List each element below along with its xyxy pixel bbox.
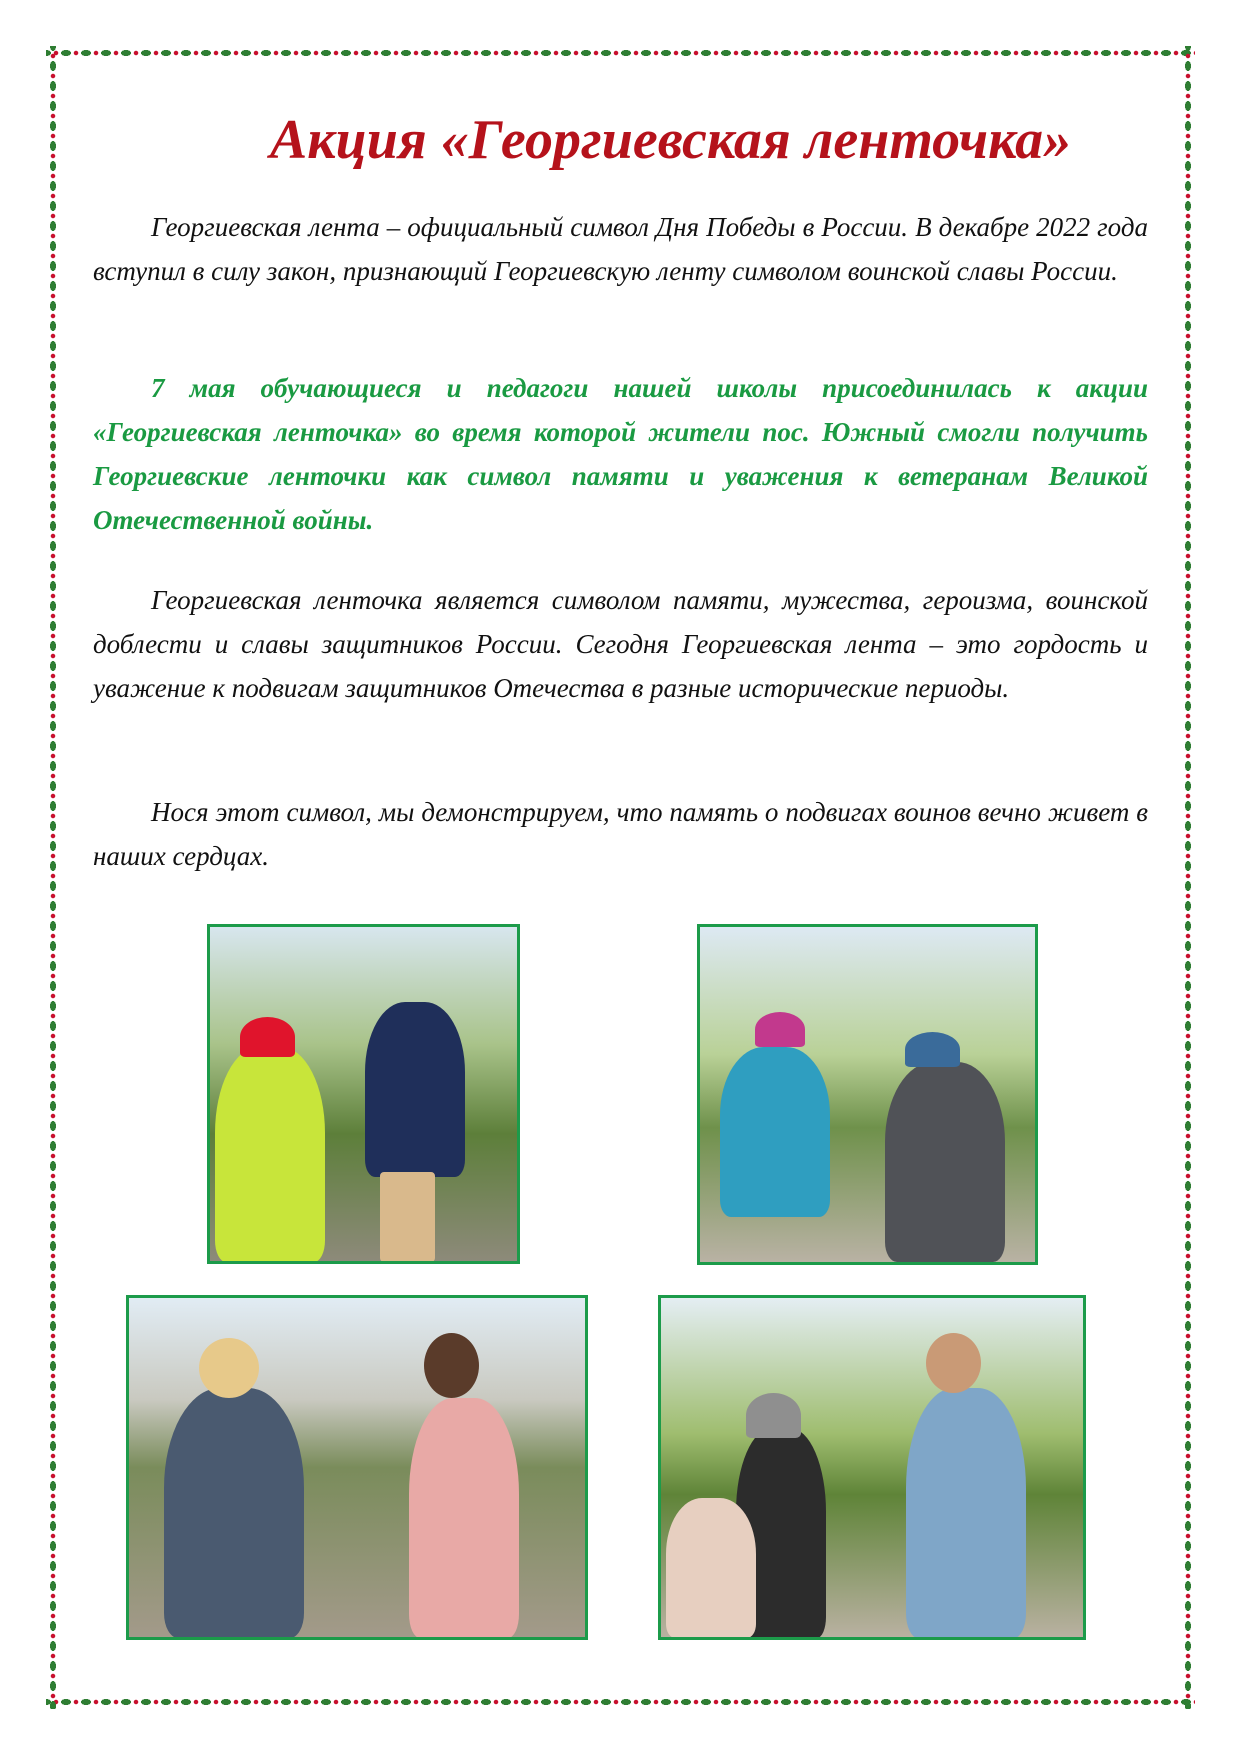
photo-figure (164, 1388, 304, 1638)
photo-figure (906, 1388, 1026, 1638)
photo-figure (755, 1012, 805, 1047)
photo-figure (746, 1393, 801, 1438)
photo-figure (424, 1333, 479, 1398)
photo-figure (215, 1047, 325, 1262)
paragraph-event: 7 мая обучающиеся и педагоги нашей школы присоединилась к акции «Георгиевская ленточка» во время которой жители пос. Южный смогли получить Георгиевские ленточки как символ памяти и уважения к ветеранам Великой Отечественной войны. (93, 373, 1148, 535)
page-title: Акция «Георгиевская ленточка» (269, 109, 1072, 171)
photo-man-with-children (658, 1295, 1086, 1640)
decorative-border-left (46, 46, 60, 1709)
decorative-border-bottom (46, 1695, 1195, 1709)
photo-ribbon-handover-veteran (207, 924, 520, 1264)
photo-figure (720, 1047, 830, 1217)
photo-figure (380, 1172, 435, 1262)
paragraph-closing: Нося этот символ, мы демонстрируем, что память о подвигах воинов вечно живет в наших сердцах. (93, 797, 1148, 871)
photo-figure (240, 1017, 295, 1057)
photo-figure (365, 1002, 465, 1177)
photo-figure (409, 1398, 519, 1638)
decorative-border-top (46, 46, 1195, 60)
photo-figure (885, 1062, 1005, 1262)
photo-teacher-and-student (126, 1295, 588, 1640)
photo-figure (926, 1333, 981, 1393)
paragraph-intro: Георгиевская лента – официальный символ Дня Победы в России. В декабре 2022 года вступил в силу закон, признающий Георгиевскую ленту символом воинской славы России. (93, 212, 1148, 286)
photo-figure (905, 1032, 960, 1067)
photo-figure (666, 1498, 756, 1638)
photo-ribbon-handover-children (697, 924, 1038, 1265)
photo-figure (199, 1338, 259, 1398)
paragraph-symbol: Георгиевская ленточка является символом памяти, мужества, героизма, воинской доблести и славы защитников России. Сегодня Георгиевская лента – это гордость и уважение к подвигам защитников Отечества в разные исторические периоды. (93, 585, 1148, 703)
decorative-border-right (1181, 46, 1195, 1709)
